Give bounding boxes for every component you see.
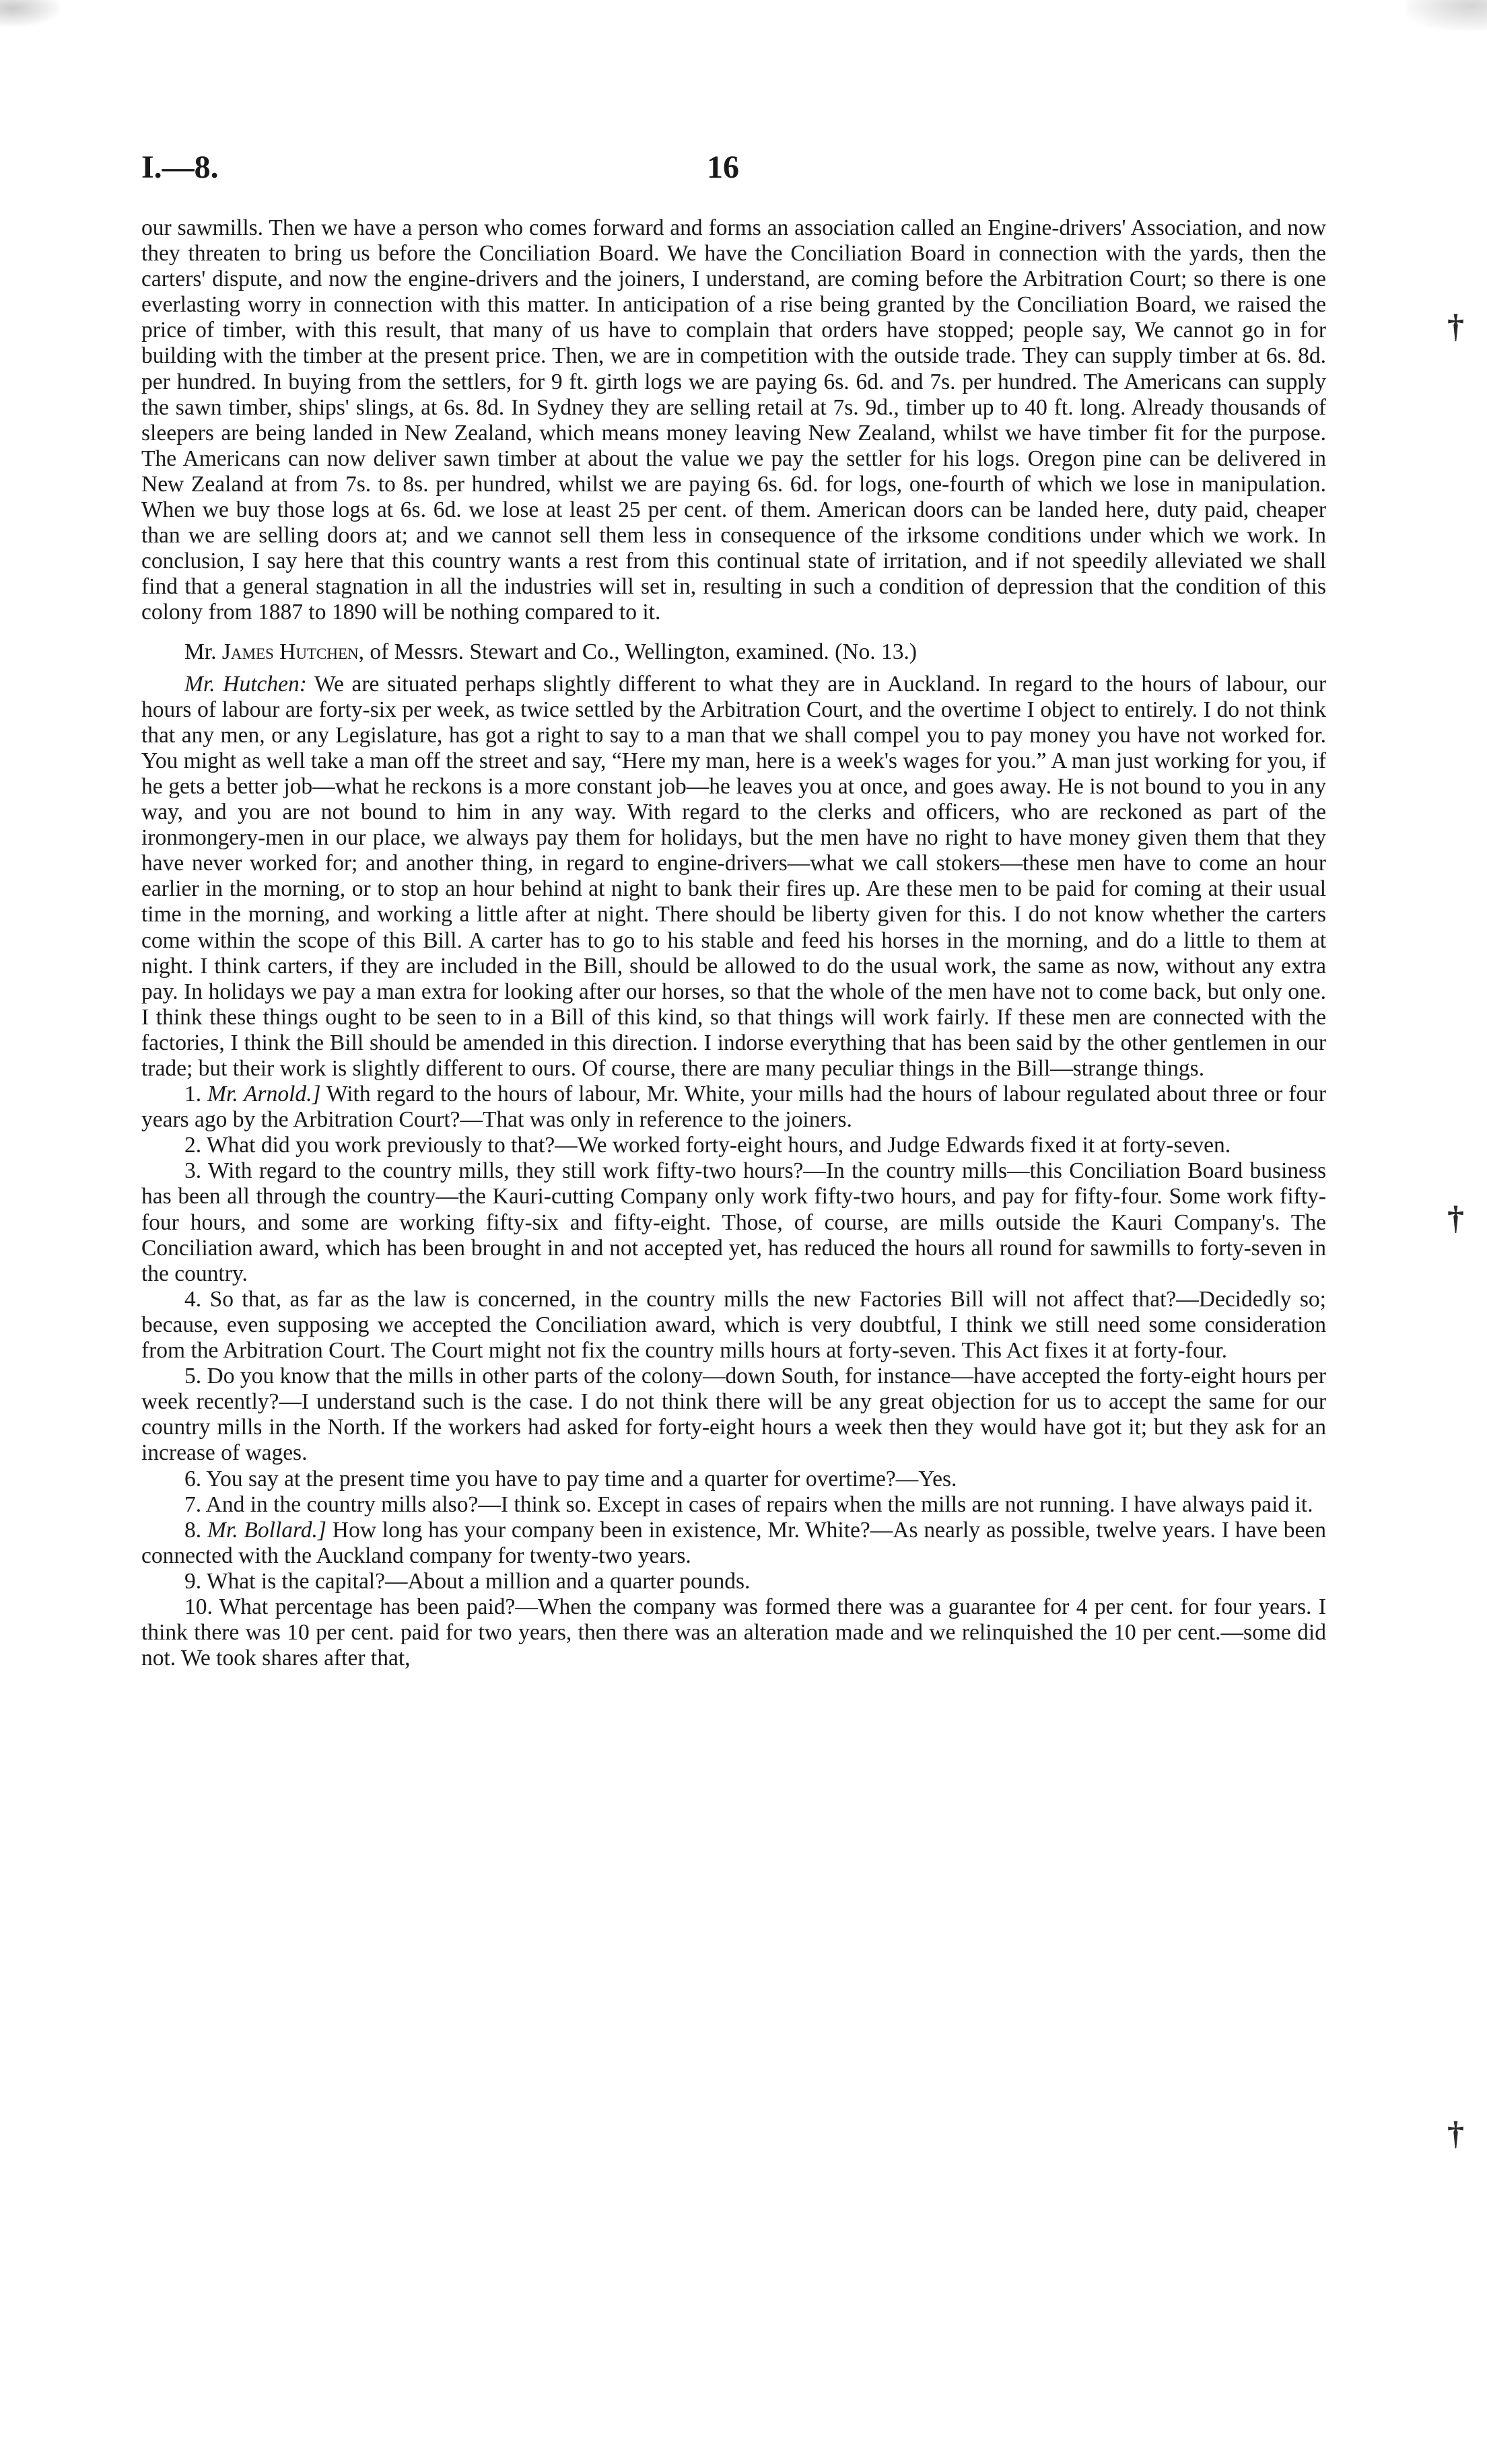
question-6 [141,1467,1326,1492]
page-number: 16 [707,149,739,185]
question-speaker: Mr. Arnold.] [207,1082,321,1107]
question-text: What is the capital?—About a million and a quarter pounds. [201,1568,751,1594]
witness-statement [141,672,1326,1082]
question-text: How long has your company been in existence, Mr. White?—As nearly as possible, twelve years. I have been connected with the Auckland company for twenty-two years. [141,1517,1327,1568]
question-number: 1. [184,1082,202,1107]
question-number: 7. [184,1491,202,1517]
witness-prefix: Mr. [184,639,217,664]
witness-heading [141,639,1326,665]
question-text: Do you know that the mills in other parts of the colony—down South, for instance—have accepted the forty-eight hours per week recently?—I understand such is the case. I do not think there will be any great objection for us to accept the same for our country mills in the North. If the workers had asked for forty-eight hours a week then they would have got it; but they ask for an increase of wages. [141,1364,1326,1466]
question-text: What did you work previously to that?—We worked forty-eight hours, and Judge Edwards fixed it at forty-seven. [201,1133,1231,1158]
question-10 [141,1594,1326,1671]
question-text: So that, as far as the law is concerned, in the country mills the new Factories Bill will not affect that?—Decidedly so; because, even supposing we accepted the Conciliation award, which is very doubtful, I think we still need some consideration from the Arbitration Court. The Court might not fix the country mills hours at forty-seven. This Act fixes it at forty-four. [141,1286,1326,1364]
question-number: 8. [184,1517,202,1543]
question-number: 3. [184,1158,202,1184]
margin-mark-2: † [1447,1199,1464,1236]
margin-mark-3: † [1447,2114,1464,2152]
continued-paragraph: our sawmills. Then we have a person who comes forward and forms an association called an Engine-drivers' Association, and now they threaten to bring us before the Conciliation Board. We have the Conciliation Board in connection with the yards, then the carters' dispute, and now the engine-drivers and the joiners, I understand, are coming before the Arbitration Court; so there is one everlasting worry in connection with this matter. In anticipation of a rise being granted by the Conciliation Board, we raised the price of timber, with this result, that many of us have to complain that orders have stopped; people say, We cannot go in for building with the timber at the present price. Then, we are in competition with the outside trade. They can supply timber at 6s. 8d. per hundred. In buying from the settlers, for 9 ft. girth logs we are paying 6s. 6d. and 7s. per hundred. The Americans can supply the sawn timber, ships' slings, at 6s. 8d. In Sydney they are selling retail at 7s. 9d., timber up to 40 ft. long. Already thousands of sleepers are being landed in New Zealand, which means money leaving New Zealand, whilst we have timber fit for the purpose. The Americans can now deliver sawn timber at about the value we pay the settler for his logs. Oregon pine can be delivered in New Zealand at from 7s. to 8s. per hundred, whilst we are paying 6s. 6d. for logs, one-fourth of which we lose in manipulation. When we buy those logs at 6s. 6d. we lose at least 25 per cent. of them. American doors can be landed here, duty paid, cheaper than we are selling doors at; and we cannot sell them less in consequence of the irksome conditions under which we work. In conclusion, I say here that this country wants a rest from this continual state of irritation, and if not speedily alleviated we shall find that a general stagnation in all the industries will set in, resulting in such a condition of depression that the condition of this colony from 1887 to 1890 will be nothing compared to it. [141,215,1326,625]
question-9 [141,1569,1326,1594]
question-text: What percentage has been paid?—When the company was formed there was a guarantee for 4 per cent. for four years. I think there was 10 per cent. paid for two years, then there was an alteration made and we relinquished the 10 per cent.—some did not. We took shares after that, [141,1594,1326,1671]
question-number: 10. [184,1594,213,1619]
question-text: With regard to the hours of labour, Mr. White, your mills had the hours of labour regulated about three or four years ago by the Arbitration Court?—That was only in reference to the joiners. [141,1082,1327,1133]
question-number: 2. [184,1133,202,1158]
question-number: 4. [184,1286,202,1312]
question-2 [141,1133,1326,1158]
witness-details: , of Messrs. Stewart and Co., Wellington, examined. (No. 13.) [358,639,918,664]
document-reference: I.—8. [141,149,219,185]
statement-text: We are situated perhaps slightly different to what they are in Auckland. In regard to the hours of labour, our hours of labour are forty-six per week, as twice settled by the Arbitration Court, and the overtime I object to entirely. I do not think that any men, or any Legislature, has got a right to say to a man that we shall compel you to pay money you have not worked for. You might as well take a man off the street and say, “Here my man, here is a week's wages for you.” A man just working for you, if he gets a better job—what he reckons is a more constant job—he leaves you at once, and goes away. He is not bound to you in any way, and you are not bound to him in any way. With regard to the clerks and officers, who are reckoned as part of the ironmongery-men in our place, we always pay them for holidays, but the men have no right to have money given them that they have never worked for; and another thing, in regard to engine-drivers—what we call stokers—these men have to come an hour earlier in the morning, or to stop an hour behind at night to bank their fires up. Are these men to be paid for coming at their usual time in the morning, and working a little after at night. There should be liberty given for this. I do not know whether the carters come within the scope of this Bill. A carter has to go to his stable and feed his horses in the morning, and do a little to them at night. I think carters, if they are included in the Bill, should be allowed to do the usual work, the same as now, without any extra pay. In holidays we pay a man extra for looking after our horses, so that the whole of the men have not to come back, but only one. I think these things ought to be seen to in a Bill of this kind, so that things will work fairly. If these men are connected with the factories, I think the Bill should be amended in this direction. I indorse everything that has been said by the other gentlemen in our trade; but their work is slightly different to ours. Of course, there are many peculiar things in the Bill—strange things. [141,671,1327,1081]
margin-mark-1: † [1447,307,1464,345]
question-text: You say at the present time you have to pay time and a quarter for overtime?—Yes. [201,1466,957,1491]
statement-speaker: Mr. Hutchen: [184,671,307,697]
witness-name: James Hutchen [221,639,359,664]
question-speaker: Mr. Bollard.] [207,1517,326,1543]
question-number: 9. [184,1568,202,1594]
question-number: 5. [184,1364,202,1389]
question-4 [141,1287,1326,1364]
question-text: With regard to the country mills, they still work fifty-two hours?—In the country mills—this Conciliation Board business has been all through the country—the Kauri-cutting Company only work fifty-two hours, and pay for fifty-four. Some work fifty-four hours, and some are working fifty-six and fifty-eight. Those, of course, are mills outside the Kauri Company's. The Conciliation award, which has been brought in and not accepted yet, has reduced the hours all round for sawmills to forty-seven in the country. [141,1158,1326,1286]
scan-smudge-left [0,0,61,27]
scan-smudge-right [1406,0,1487,30]
question-1 [141,1082,1326,1133]
page-header [141,149,1326,209]
question-3 [141,1158,1326,1286]
question-text: And in the country mills also?—I think so. Except in cases of repairs when the mills are not running. I have always paid it. [201,1491,1313,1517]
document-page [141,149,1327,1671]
question-number: 6. [184,1466,202,1491]
question-5 [141,1364,1326,1466]
question-7 [141,1492,1326,1518]
question-8 [141,1518,1326,1569]
